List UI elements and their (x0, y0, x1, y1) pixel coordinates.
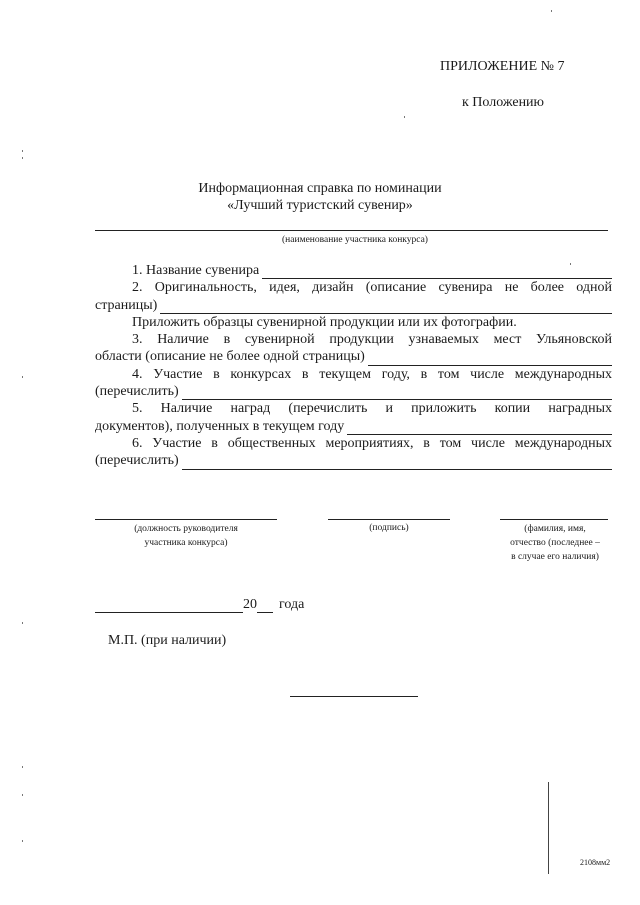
item-2-label: страницы) (95, 297, 158, 313)
bottom-centered-line (290, 696, 418, 697)
item-5-line-2 (95, 418, 612, 435)
signature-line (328, 519, 450, 520)
item-3-answer-line (368, 353, 612, 366)
item-1 (95, 262, 612, 279)
item-6-label: (перечислить) (95, 453, 179, 469)
date-year-prefix: 20 (243, 597, 257, 612)
scan-speck (22, 766, 23, 768)
item-4-line-2 (95, 383, 612, 400)
position-caption-line-2: участника конкурса) (144, 538, 228, 548)
date-row (95, 596, 304, 613)
item-4-label: (перечислить) (95, 384, 179, 400)
stamp-placeholder: М.П. (при наличии) (108, 633, 227, 648)
item-2-line-1: 2. Оригинальность, идея, дизайн (описание сувенира не более одной (132, 280, 612, 296)
scan-speck (22, 150, 23, 152)
appendix-number: ПРИЛОЖЕНИЕ № 7 (440, 59, 565, 74)
position-signature-line (95, 519, 277, 520)
item-5-line-1: 5. Наличие наград (перечислить и приложить копии наградных (132, 401, 612, 417)
item-3-line-2 (95, 348, 612, 365)
full-name-caption-line-2: отчество (последнее – (510, 538, 600, 548)
scan-speck (22, 376, 23, 378)
title-line-2: «Лучший туристский сувенир» (227, 198, 413, 213)
item-2-line-2 (95, 297, 612, 314)
footer-code: 2108мм2 (580, 858, 611, 867)
participant-caption: (наименование участника конкурса) (282, 235, 428, 245)
scan-margin-line (548, 782, 549, 874)
date-year-word: года (279, 597, 305, 612)
signature-caption: (подпись) (369, 523, 409, 533)
item-2-answer-line (160, 301, 612, 314)
item-3-line-1: 3. Наличие в сувенирной продукции узнаваемых мест Ульяновской (132, 332, 612, 348)
form-items (95, 262, 612, 470)
item-1-answer-line (262, 266, 612, 279)
date-year-line (257, 599, 273, 613)
date-day-month-line (95, 599, 243, 613)
full-name-caption-line-3: в случае его наличия) (511, 552, 599, 562)
item-4-answer-line (182, 387, 612, 400)
item-3-label: области (описание не более одной страницы) (95, 349, 365, 365)
item-6-answer-line (182, 457, 612, 470)
scan-speck (22, 794, 23, 796)
item-6-line-2 (95, 452, 612, 469)
scan-speck (22, 840, 23, 842)
scan-speck (551, 10, 552, 12)
document-title (0, 180, 640, 214)
scan-speck (22, 157, 23, 159)
position-caption-line-1: (должность руководителя (134, 524, 238, 534)
item-1-label: 1. Название сувенира (132, 263, 260, 278)
full-name-line (500, 519, 608, 520)
item-6-line-1: 6. Участие в общественных мероприятиях, в том числе международных (132, 435, 612, 451)
position-caption (95, 522, 277, 550)
full-name-caption-line-1: (фамилия, имя, (524, 524, 586, 534)
scan-speck (570, 263, 571, 265)
title-line-1: Информационная справка по номинации (198, 181, 442, 196)
scan-speck (404, 116, 405, 118)
full-name-caption (490, 522, 620, 564)
item-4-line-1: 4. Участие в конкурсах в текущем году, в том числе международных (132, 366, 612, 382)
to-regulation: к Положению (462, 95, 545, 110)
item-5-label: документов), полученных в текущем году (95, 418, 345, 434)
attach-note: Приложить образцы сувенирной продукции или их фотографии. (132, 314, 517, 330)
scan-speck (22, 622, 23, 624)
item-5-answer-line (347, 422, 612, 435)
participant-name-line (95, 230, 608, 231)
